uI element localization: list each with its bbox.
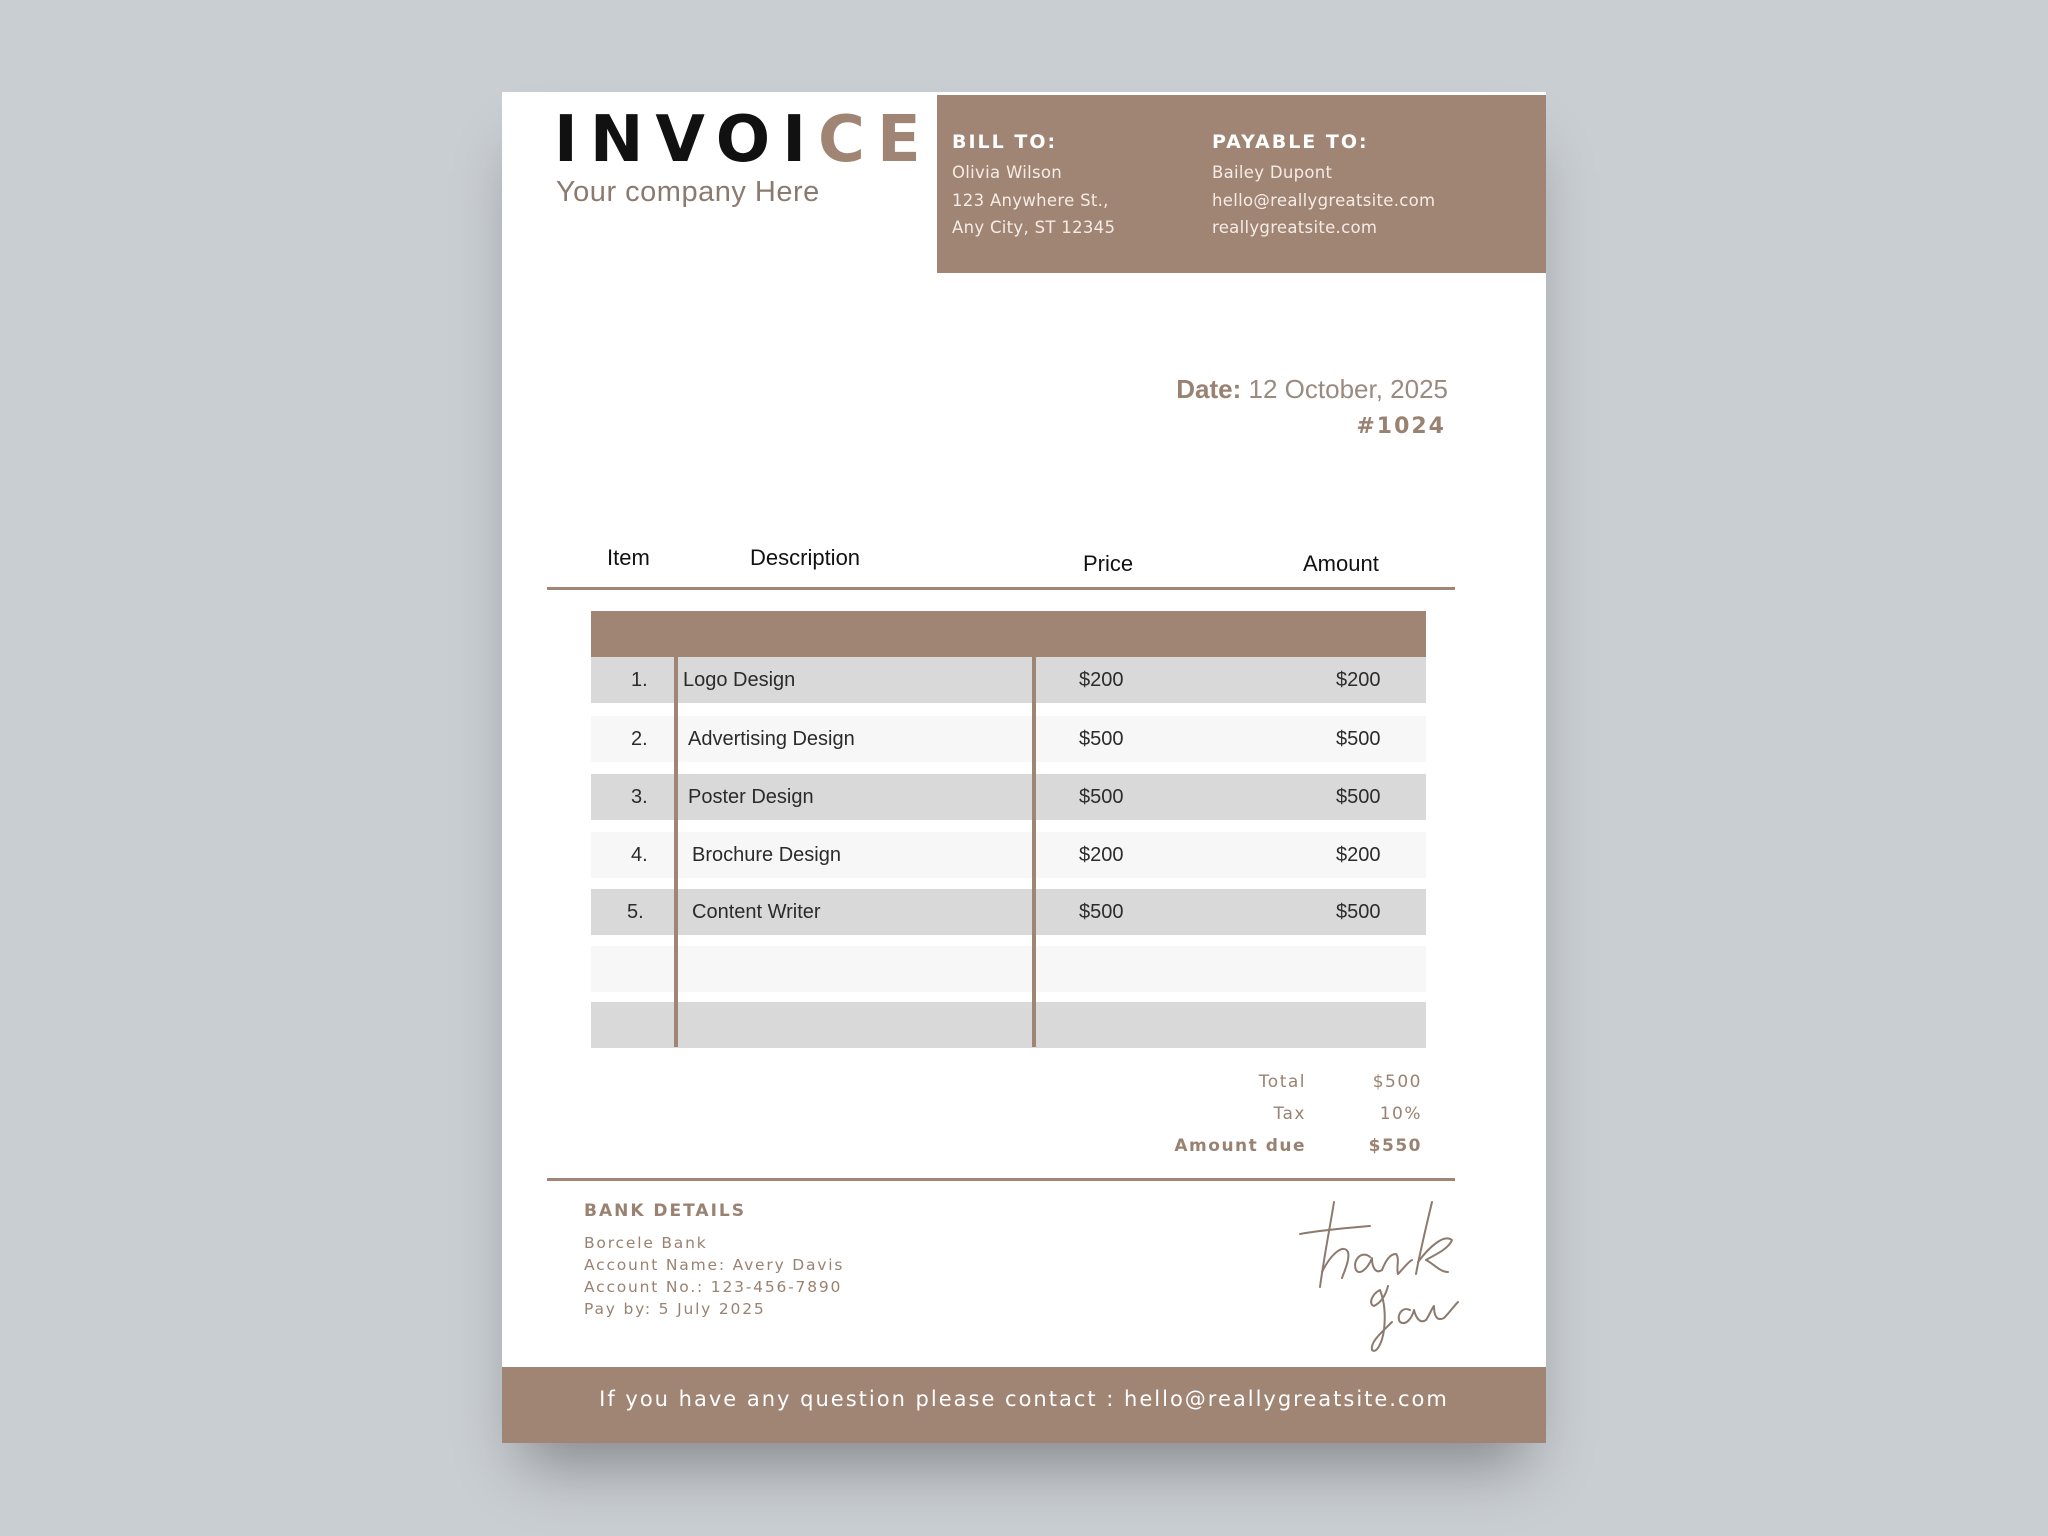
billing-box: [937, 95, 1546, 273]
bill-to-section: [952, 131, 1115, 242]
bill-to-city: Any City, ST 12345: [952, 218, 1116, 237]
invoice-title-main: INVOI: [554, 103, 818, 177]
item-description: Content Writer: [692, 901, 821, 923]
column-header-description: Description: [750, 545, 861, 570]
date-value: 12 October, 2025: [1248, 374, 1448, 404]
contact-footer: If you have any question please contact : hello@reallygreatsite.com: [502, 1367, 1546, 1443]
item-price: $500: [1079, 901, 1124, 923]
table-column-divider: [1032, 657, 1036, 1047]
item-price: $200: [1079, 844, 1124, 866]
table-row-empty: [591, 946, 1426, 992]
table-row: [591, 774, 1426, 820]
payable-to-name: Bailey Dupont: [1212, 163, 1333, 182]
bank-account-number: Account No.: 123-456-7890: [584, 1278, 843, 1296]
payable-to-website[interactable]: reallygreatsite.com: [1212, 218, 1378, 237]
table-header-bar: [591, 611, 1426, 657]
item-amount: $500: [1336, 728, 1381, 750]
amount-due-value: $550: [1368, 1136, 1422, 1156]
tax-value: 10%: [1379, 1104, 1422, 1124]
column-header-amount: Amount: [1303, 551, 1379, 576]
table-row-empty: [591, 1002, 1426, 1048]
bank-pay-by: Pay by: 5 July 2025: [584, 1300, 766, 1318]
thank-you-signature: [1292, 1182, 1482, 1357]
invoice-title: [554, 103, 933, 177]
bill-to-heading: BILL TO:: [952, 131, 1058, 153]
item-amount: $500: [1336, 786, 1381, 808]
invoice-page: [502, 92, 1546, 1443]
bank-details-heading: BANK DETAILS: [584, 1201, 746, 1221]
payable-to-email[interactable]: hello@reallygreatsite.com: [1212, 190, 1436, 210]
bill-to-street: 123 Anywhere St.,: [952, 190, 1109, 210]
item-description: Poster Design: [688, 786, 814, 808]
item-price: $200: [1079, 669, 1124, 691]
bank-account-name: Account Name: Avery Davis: [584, 1256, 845, 1274]
bill-to-name: Olivia Wilson: [952, 163, 1063, 182]
item-number: 3.: [631, 786, 648, 808]
bank-name: Borcele Bank: [584, 1234, 708, 1252]
amount-due-label: Amount due: [1174, 1136, 1306, 1156]
item-description: Advertising Design: [688, 728, 855, 750]
header-divider: [547, 587, 1455, 590]
item-price: $500: [1079, 786, 1124, 808]
table-row: [591, 889, 1426, 935]
date-label: Date:: [1176, 374, 1242, 404]
column-header-price: Price: [1083, 551, 1134, 576]
item-description: Logo Design: [683, 669, 796, 691]
invoice-number: #1024: [1356, 414, 1446, 439]
total-value: $500: [1372, 1072, 1422, 1092]
payable-to-section: [1212, 131, 1435, 242]
table-row: [591, 657, 1426, 703]
total-label: Total: [1258, 1072, 1306, 1092]
item-price: $500: [1079, 728, 1124, 750]
table-row: [591, 832, 1426, 878]
column-header-item: Item: [607, 545, 650, 570]
table-column-divider: [674, 657, 678, 1047]
company-name: Your company Here: [556, 176, 820, 208]
item-amount: $200: [1336, 669, 1381, 691]
invoice-date: [1176, 374, 1448, 405]
table-row: [591, 716, 1426, 762]
payable-to-heading: PAYABLE TO:: [1212, 131, 1369, 153]
totals-divider: [547, 1178, 1455, 1181]
item-amount: $200: [1336, 844, 1381, 866]
invoice-title-accent: CE: [818, 103, 933, 177]
item-description: Brochure Design: [692, 844, 841, 866]
item-number: 4.: [631, 844, 648, 866]
item-number: 2.: [631, 728, 648, 750]
item-number: 1.: [631, 669, 648, 691]
tax-label: Tax: [1273, 1104, 1306, 1124]
item-number: 5.: [627, 901, 644, 923]
item-amount: $500: [1336, 901, 1381, 923]
